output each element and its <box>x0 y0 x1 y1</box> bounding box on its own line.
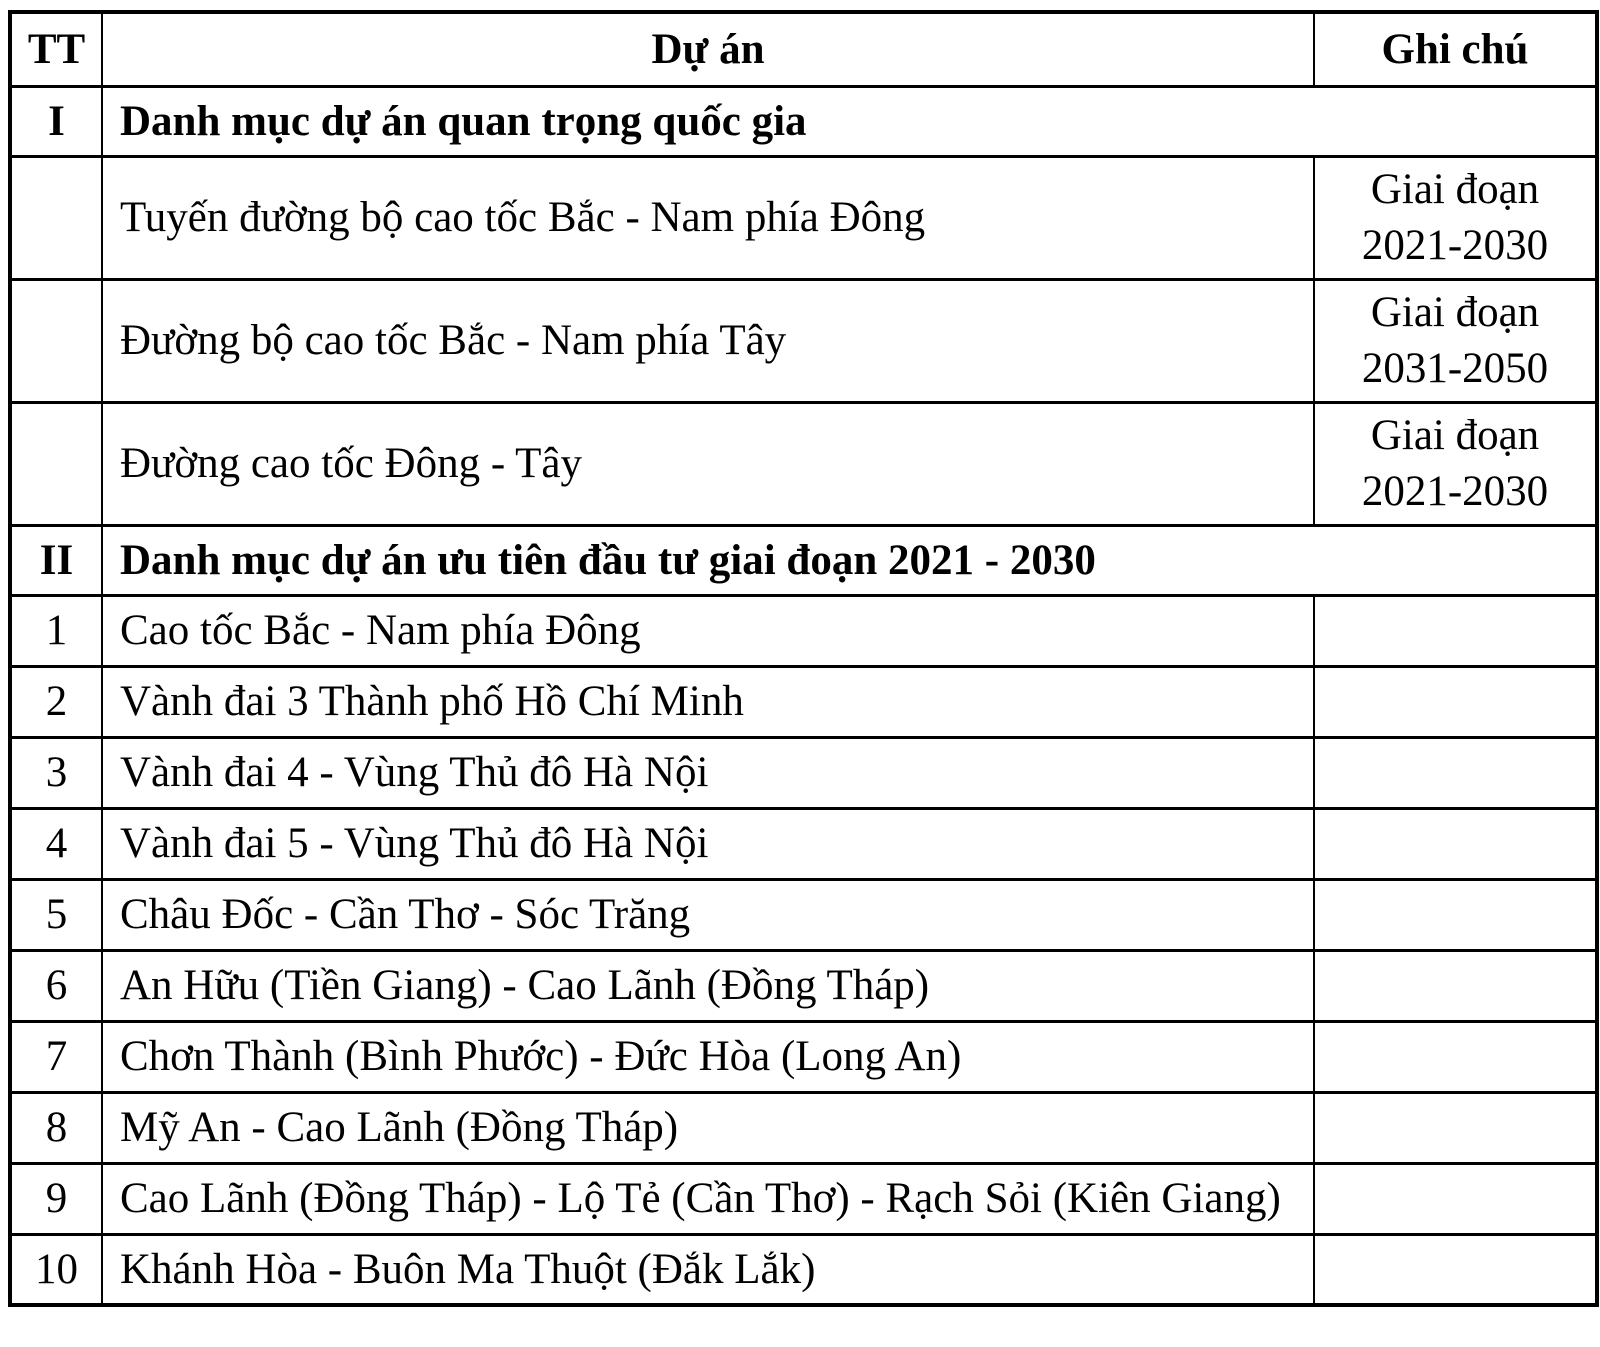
table-row <box>10 1092 1597 1163</box>
tt-cell: 1 <box>10 595 102 666</box>
table-row <box>10 1021 1597 1092</box>
project-cell: Tuyến đường bộ cao tốc Bắc - Nam phía Đông <box>102 156 1314 279</box>
table-row <box>10 737 1597 808</box>
table-row <box>10 950 1597 1021</box>
table-row <box>10 808 1597 879</box>
tt-cell: 3 <box>10 737 102 808</box>
tt-cell <box>10 402 102 525</box>
project-cell: Chơn Thành (Bình Phước) - Đức Hòa (Long An) <box>102 1021 1314 1092</box>
project-cell: Đường cao tốc Đông - Tây <box>102 402 1314 525</box>
note-cell <box>1314 1092 1597 1163</box>
project-cell: Vành đai 4 - Vùng Thủ đô Hà Nội <box>102 737 1314 808</box>
project-cell: Vành đai 3 Thành phố Hồ Chí Minh <box>102 666 1314 737</box>
table-row <box>10 1234 1597 1305</box>
table-row <box>10 402 1597 525</box>
note-cell <box>1314 595 1597 666</box>
table-row <box>10 156 1597 279</box>
projects-table <box>8 10 1599 1307</box>
note-cell: Giai đoạn 2031-2050 <box>1314 279 1597 402</box>
tt-cell <box>10 156 102 279</box>
note-cell <box>1314 808 1597 879</box>
note-cell <box>1314 737 1597 808</box>
note-cell <box>1314 1163 1597 1234</box>
table-header-row <box>10 12 1597 86</box>
tt-cell: 9 <box>10 1163 102 1234</box>
note-cell: Giai đoạn 2021-2030 <box>1314 402 1597 525</box>
table-row <box>10 1163 1597 1234</box>
section-row-i <box>10 86 1597 156</box>
section-row-ii <box>10 525 1597 595</box>
project-cell: Cao tốc Bắc - Nam phía Đông <box>102 595 1314 666</box>
tt-cell: 4 <box>10 808 102 879</box>
project-cell: Vành đai 5 - Vùng Thủ đô Hà Nội <box>102 808 1314 879</box>
col-header-project: Dự án <box>102 12 1314 86</box>
project-cell: Khánh Hòa - Buôn Ma Thuột (Đắk Lắk) <box>102 1234 1314 1305</box>
section-title: Danh mục dự án ưu tiên đầu tư giai đoạn 2021 - 2030 <box>102 525 1597 595</box>
note-cell <box>1314 1021 1597 1092</box>
table-row <box>10 279 1597 402</box>
tt-cell: 8 <box>10 1092 102 1163</box>
tt-cell: 2 <box>10 666 102 737</box>
section-number: II <box>10 525 102 595</box>
note-cell <box>1314 879 1597 950</box>
project-cell: Châu Đốc - Cần Thơ - Sóc Trăng <box>102 879 1314 950</box>
note-cell <box>1314 666 1597 737</box>
tt-cell: 7 <box>10 1021 102 1092</box>
note-cell <box>1314 950 1597 1021</box>
table-row <box>10 879 1597 950</box>
project-cell: An Hữu (Tiền Giang) - Cao Lãnh (Đồng Tháp) <box>102 950 1314 1021</box>
note-cell: Giai đoạn 2021-2030 <box>1314 156 1597 279</box>
section-number: I <box>10 86 102 156</box>
project-cell: Mỹ An - Cao Lãnh (Đồng Tháp) <box>102 1092 1314 1163</box>
table-row <box>10 666 1597 737</box>
tt-cell <box>10 279 102 402</box>
col-header-tt: TT <box>10 12 102 86</box>
col-header-note: Ghi chú <box>1314 12 1597 86</box>
tt-cell: 6 <box>10 950 102 1021</box>
section-title: Danh mục dự án quan trọng quốc gia <box>102 86 1597 156</box>
project-cell: Đường bộ cao tốc Bắc - Nam phía Tây <box>102 279 1314 402</box>
tt-cell: 5 <box>10 879 102 950</box>
tt-cell: 10 <box>10 1234 102 1305</box>
project-cell: Cao Lãnh (Đồng Tháp) - Lộ Tẻ (Cần Thơ) - Rạch Sỏi (Kiên Giang) <box>102 1163 1314 1234</box>
note-cell <box>1314 1234 1597 1305</box>
table-row <box>10 595 1597 666</box>
